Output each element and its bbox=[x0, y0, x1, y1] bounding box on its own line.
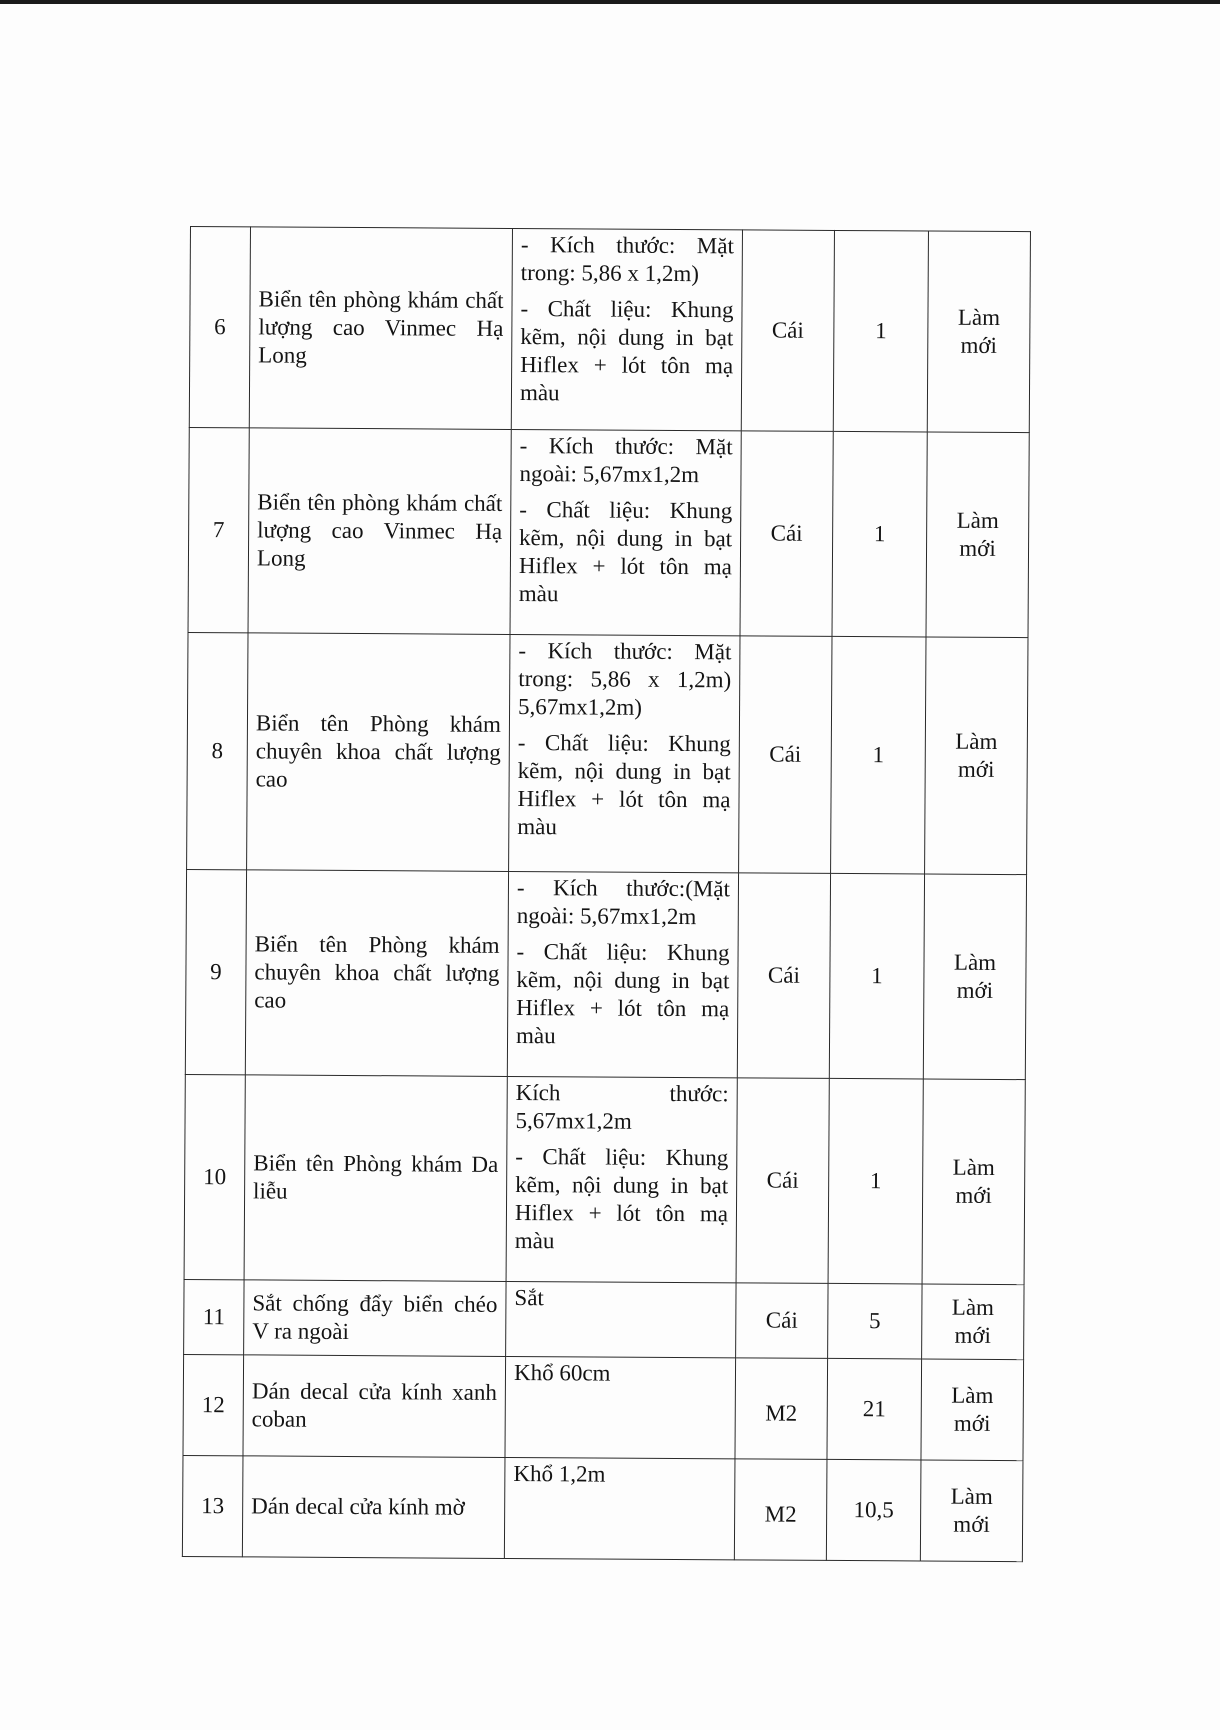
table-row bbox=[187, 632, 1028, 874]
spec-size: Kích thước: 5,67mx1,2m bbox=[515, 1080, 729, 1134]
item-note bbox=[922, 1079, 1025, 1285]
item-spec bbox=[506, 1076, 737, 1282]
item-note bbox=[922, 1284, 1024, 1360]
note-line: Làm bbox=[951, 1294, 995, 1320]
item-name: Biển tên Phòng khám chuyên khoa chất lượng cao bbox=[247, 633, 510, 872]
item-note bbox=[925, 637, 1028, 875]
row-number: 8 bbox=[187, 632, 248, 869]
item-quantity: 1 bbox=[833, 230, 928, 432]
item-unit: Cái bbox=[741, 230, 834, 432]
spec-material: - Chất liệu: Khung kẽm, nội dung in bạt Hiflex + lót tôn mạ màu bbox=[518, 497, 733, 607]
note-line: Làm bbox=[955, 728, 998, 754]
item-note bbox=[923, 874, 1026, 1080]
spec-size: Khổ 60cm bbox=[513, 1360, 611, 1386]
item-spec bbox=[510, 429, 741, 635]
row-number: 12 bbox=[183, 1354, 244, 1455]
item-spec bbox=[511, 228, 742, 430]
table-row bbox=[184, 1074, 1025, 1284]
item-note bbox=[921, 1359, 1024, 1461]
spec-material: - Chất liệu: Khung kẽm, nội dung in bạt Hiflex + lót tôn mạ màu bbox=[519, 296, 734, 406]
item-unit: Cái bbox=[737, 873, 830, 1079]
item-name: Dán decal cửa kính mờ bbox=[242, 1456, 505, 1559]
table-row bbox=[184, 1279, 1024, 1359]
item-quantity: 1 bbox=[831, 636, 926, 874]
item-note bbox=[927, 231, 1030, 433]
item-name: Biển tên Phòng khám Da liễu bbox=[244, 1075, 507, 1282]
items-table-container bbox=[182, 226, 1030, 1562]
items-table bbox=[182, 226, 1031, 1562]
row-number: 6 bbox=[189, 227, 250, 428]
note-line: mới bbox=[956, 977, 994, 1003]
spec-material: - Chất liệu: Khung kẽm, nội dung in bạt Hiflex + lót tôn mạ màu bbox=[514, 1144, 729, 1254]
row-number: 10 bbox=[184, 1074, 245, 1279]
item-quantity: 5 bbox=[828, 1283, 922, 1359]
item-unit: Cái bbox=[736, 1283, 828, 1359]
note-line: mới bbox=[957, 756, 995, 782]
spec-size: - Kích thước: Mặt ngoài: 5,67mx1,2m bbox=[519, 433, 733, 488]
item-spec bbox=[506, 1281, 736, 1357]
spec-size: - Kích thước:(Mặt ngoài: 5,67mx1,2m bbox=[516, 875, 731, 930]
item-spec bbox=[505, 1356, 736, 1458]
note-line: Làm bbox=[951, 1382, 994, 1408]
item-quantity: 1 bbox=[829, 873, 924, 1079]
note-line: mới bbox=[955, 1182, 992, 1208]
table-row bbox=[185, 869, 1026, 1079]
row-number: 13 bbox=[182, 1455, 243, 1556]
item-spec bbox=[504, 1457, 735, 1559]
row-number: 9 bbox=[185, 869, 246, 1074]
note-line: Làm bbox=[952, 1154, 995, 1180]
item-name: Biển tên phòng khám chất lượng cao Vinmec Hạ Long bbox=[249, 227, 512, 430]
row-number: 11 bbox=[184, 1279, 244, 1354]
note-line: Làm bbox=[950, 1483, 993, 1509]
note-line: mới bbox=[960, 332, 998, 358]
spec-size: - Kích thước: Mặt trong: 5,86 x 1,2m) bbox=[520, 232, 734, 287]
item-name: Biển tên Phòng khám chuyên khoa chất lượng cao bbox=[245, 870, 508, 1077]
item-note bbox=[920, 1460, 1023, 1562]
item-quantity: 1 bbox=[828, 1078, 923, 1284]
item-note bbox=[926, 432, 1029, 638]
spec-size: Khổ 1,2m bbox=[513, 1460, 606, 1487]
item-quantity: 10,5 bbox=[826, 1459, 921, 1561]
item-unit: Cái bbox=[739, 636, 832, 874]
item-spec bbox=[509, 634, 740, 872]
note-line: mới bbox=[953, 1410, 991, 1436]
spec-material: Sắt bbox=[514, 1285, 544, 1311]
item-quantity: 1 bbox=[832, 431, 927, 637]
item-unit: M2 bbox=[735, 1358, 828, 1460]
item-name: Biển tên phòng khám chất lượng cao Vinmec Hạ Long bbox=[248, 428, 511, 635]
spec-material: - Chất liệu: Khung kẽm, nội dung in bạt Hiflex + lót tôn mạ màu bbox=[517, 730, 731, 840]
item-quantity: 21 bbox=[827, 1358, 922, 1460]
item-unit: Cái bbox=[740, 431, 833, 637]
spec-material: - Chất liệu: Khung kẽm, nội dung in bạt Hiflex + lót tôn mạ màu bbox=[515, 939, 730, 1049]
spec-size: - Kích thước: Mặt trong: 5,86 x 1,2m) 5,67mx1,2m) bbox=[517, 638, 732, 720]
note-line: mới bbox=[959, 535, 996, 561]
table-row bbox=[182, 1455, 1023, 1561]
item-unit: M2 bbox=[734, 1459, 827, 1561]
table-row bbox=[189, 227, 1030, 433]
table-row bbox=[188, 427, 1029, 637]
note-line: mới bbox=[953, 1511, 990, 1537]
item-unit: Cái bbox=[736, 1078, 829, 1284]
note-line: Làm bbox=[953, 949, 997, 975]
table-row bbox=[183, 1354, 1024, 1460]
item-name: Dán decal cửa kính xanh coban bbox=[243, 1355, 506, 1458]
note-line: Làm bbox=[957, 304, 1001, 330]
note-line: Làm bbox=[956, 507, 999, 533]
item-name: Sắt chống đẩy biển chéo V ra ngoài bbox=[244, 1280, 506, 1357]
row-number: 7 bbox=[188, 427, 249, 632]
scan-top-edge bbox=[0, 0, 1220, 4]
item-spec bbox=[507, 871, 738, 1077]
note-line: mới bbox=[954, 1322, 992, 1348]
